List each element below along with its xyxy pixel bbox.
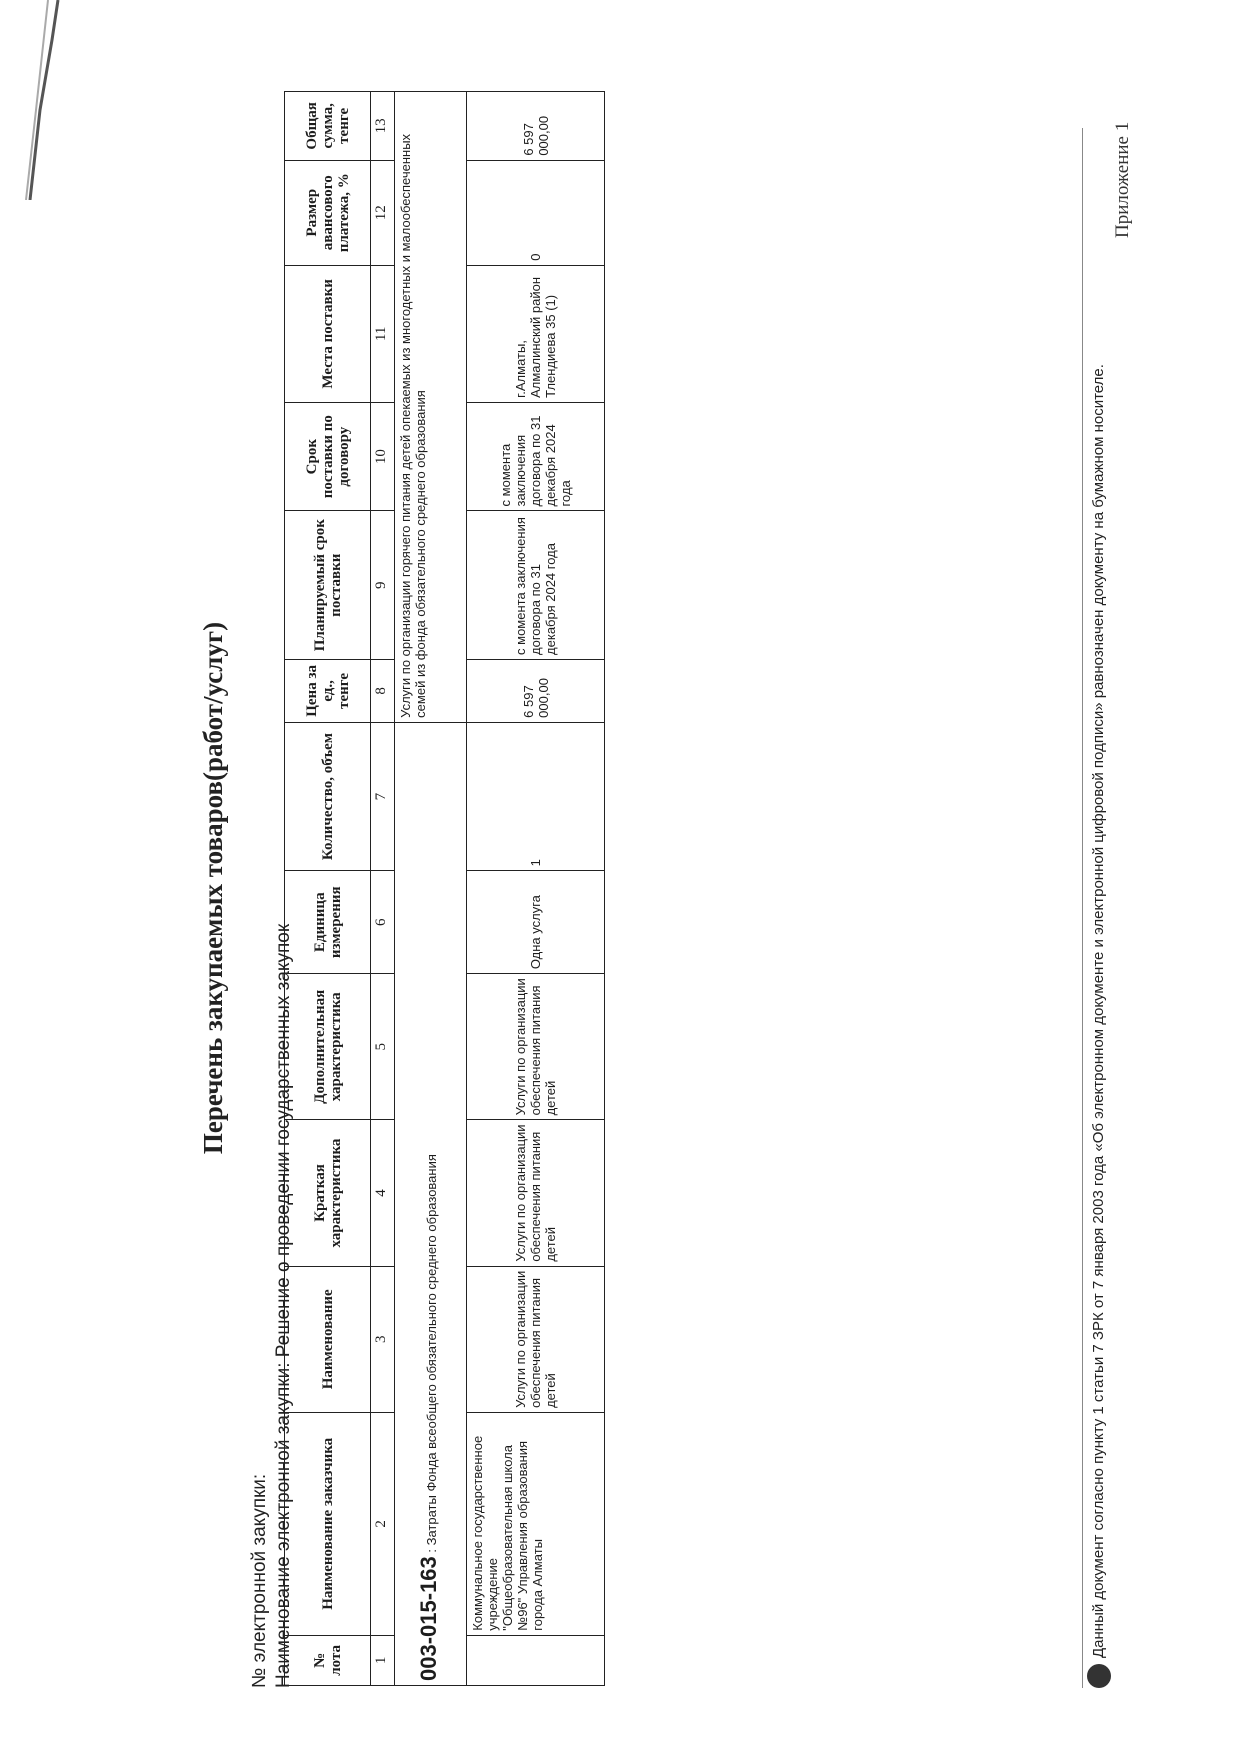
header-cell: Дополнительная характеристика <box>285 974 371 1120</box>
header-cell: Размер авансового платежа, % <box>285 160 371 265</box>
column-number: 7 <box>371 722 395 871</box>
legal-footer <box>1082 128 1111 1688</box>
table-row <box>467 92 605 1686</box>
cell-short: Услуги по организации обеспечения питания детей <box>467 1120 605 1266</box>
column-number: 8 <box>371 659 395 722</box>
budget-row <box>395 92 467 1686</box>
items-table-wrap <box>284 91 605 1686</box>
column-number: 12 <box>371 160 395 265</box>
appendix-label: Приложение 1 <box>1112 121 1133 238</box>
cell-lot <box>467 1635 605 1685</box>
cell-total: 6 597 000,00 <box>467 92 605 161</box>
header-cell: Наименование <box>285 1266 371 1412</box>
cell-unit: Одна услуга <box>467 871 605 974</box>
header-cell: № лота <box>285 1635 371 1685</box>
column-number: 3 <box>371 1266 395 1412</box>
cell-name: Услуги по организации обеспечения питания детей <box>467 1266 605 1412</box>
header-cell: Цена за ед., тенге <box>285 659 371 722</box>
procurement-number-label: № электронной закупки: <box>249 1473 270 1688</box>
cell-contract-term: с момента заключения договора по 31 декабря 2024 года <box>467 402 605 511</box>
cell-advance: 0 <box>467 160 605 265</box>
cell-price: 6 597 000,00 <box>467 659 605 722</box>
header-cell: Краткая характеристика <box>285 1120 371 1266</box>
budget-code-cell <box>395 722 467 1685</box>
header-cell: Единица измерения <box>285 871 371 974</box>
budget-subnote: Услуги по организации горячего питания детей опекаемых из многодетных и малообеспеченных семей из фонда обязательного среднего образования <box>395 92 467 723</box>
cell-place: г.Алматы, Алмалинский район Тлендиева 35 (1) <box>467 265 605 402</box>
column-number: 13 <box>371 92 395 161</box>
budget-code: 003-015-163 <box>416 1556 441 1681</box>
footer-text: Данный документ согласно пункту 1 статьи 7 ЗРК от 7 января 2003 года «Об электронном документе и электронной цифровой подписи» равнозначен документу на бумажном носителе. <box>1089 364 1107 1658</box>
header-row <box>285 92 371 1686</box>
header-cell: Планируемый срок поставки <box>285 511 371 660</box>
column-number: 11 <box>371 265 395 402</box>
cell-planned: с момента заключения договора по 31 декабря 2024 года <box>467 511 605 660</box>
header-cell: Наименование заказчика <box>285 1412 371 1635</box>
procurement-name-label: Наименование электронной закупки: Решение о проведении государственных закупок <box>273 923 294 1688</box>
header-cell: Срок поставки по договору <box>285 402 371 511</box>
budget-description: : Затраты Фонда всеобщего обязательного среднего образования <box>424 1154 439 1557</box>
column-number: 1 <box>371 1635 395 1685</box>
column-number: 6 <box>371 871 395 974</box>
rotated-document <box>40 38 1180 1738</box>
column-number-row <box>371 92 395 1686</box>
column-number: 4 <box>371 1120 395 1266</box>
header-cell: Общая сумма, тенге <box>285 92 371 161</box>
cell-customer: Коммунальное государственное учреждение "Общеобразовательная школа №96" Управления образования города Алматы <box>467 1412 605 1635</box>
column-number: 10 <box>371 402 395 511</box>
cell-extra: Услуги по организации обеспечения питания детей <box>467 974 605 1120</box>
header-cell: Места поставки <box>285 265 371 402</box>
egov-seal-icon <box>1087 1664 1111 1688</box>
column-number: 9 <box>371 511 395 660</box>
document-title: Перечень закупаемых товаров(работ/услуг) <box>198 621 228 1155</box>
cell-qty: 1 <box>467 722 605 871</box>
column-number: 2 <box>371 1412 395 1635</box>
column-number: 5 <box>371 974 395 1120</box>
items-table <box>284 91 605 1686</box>
header-cell: Количество, объем <box>285 722 371 871</box>
